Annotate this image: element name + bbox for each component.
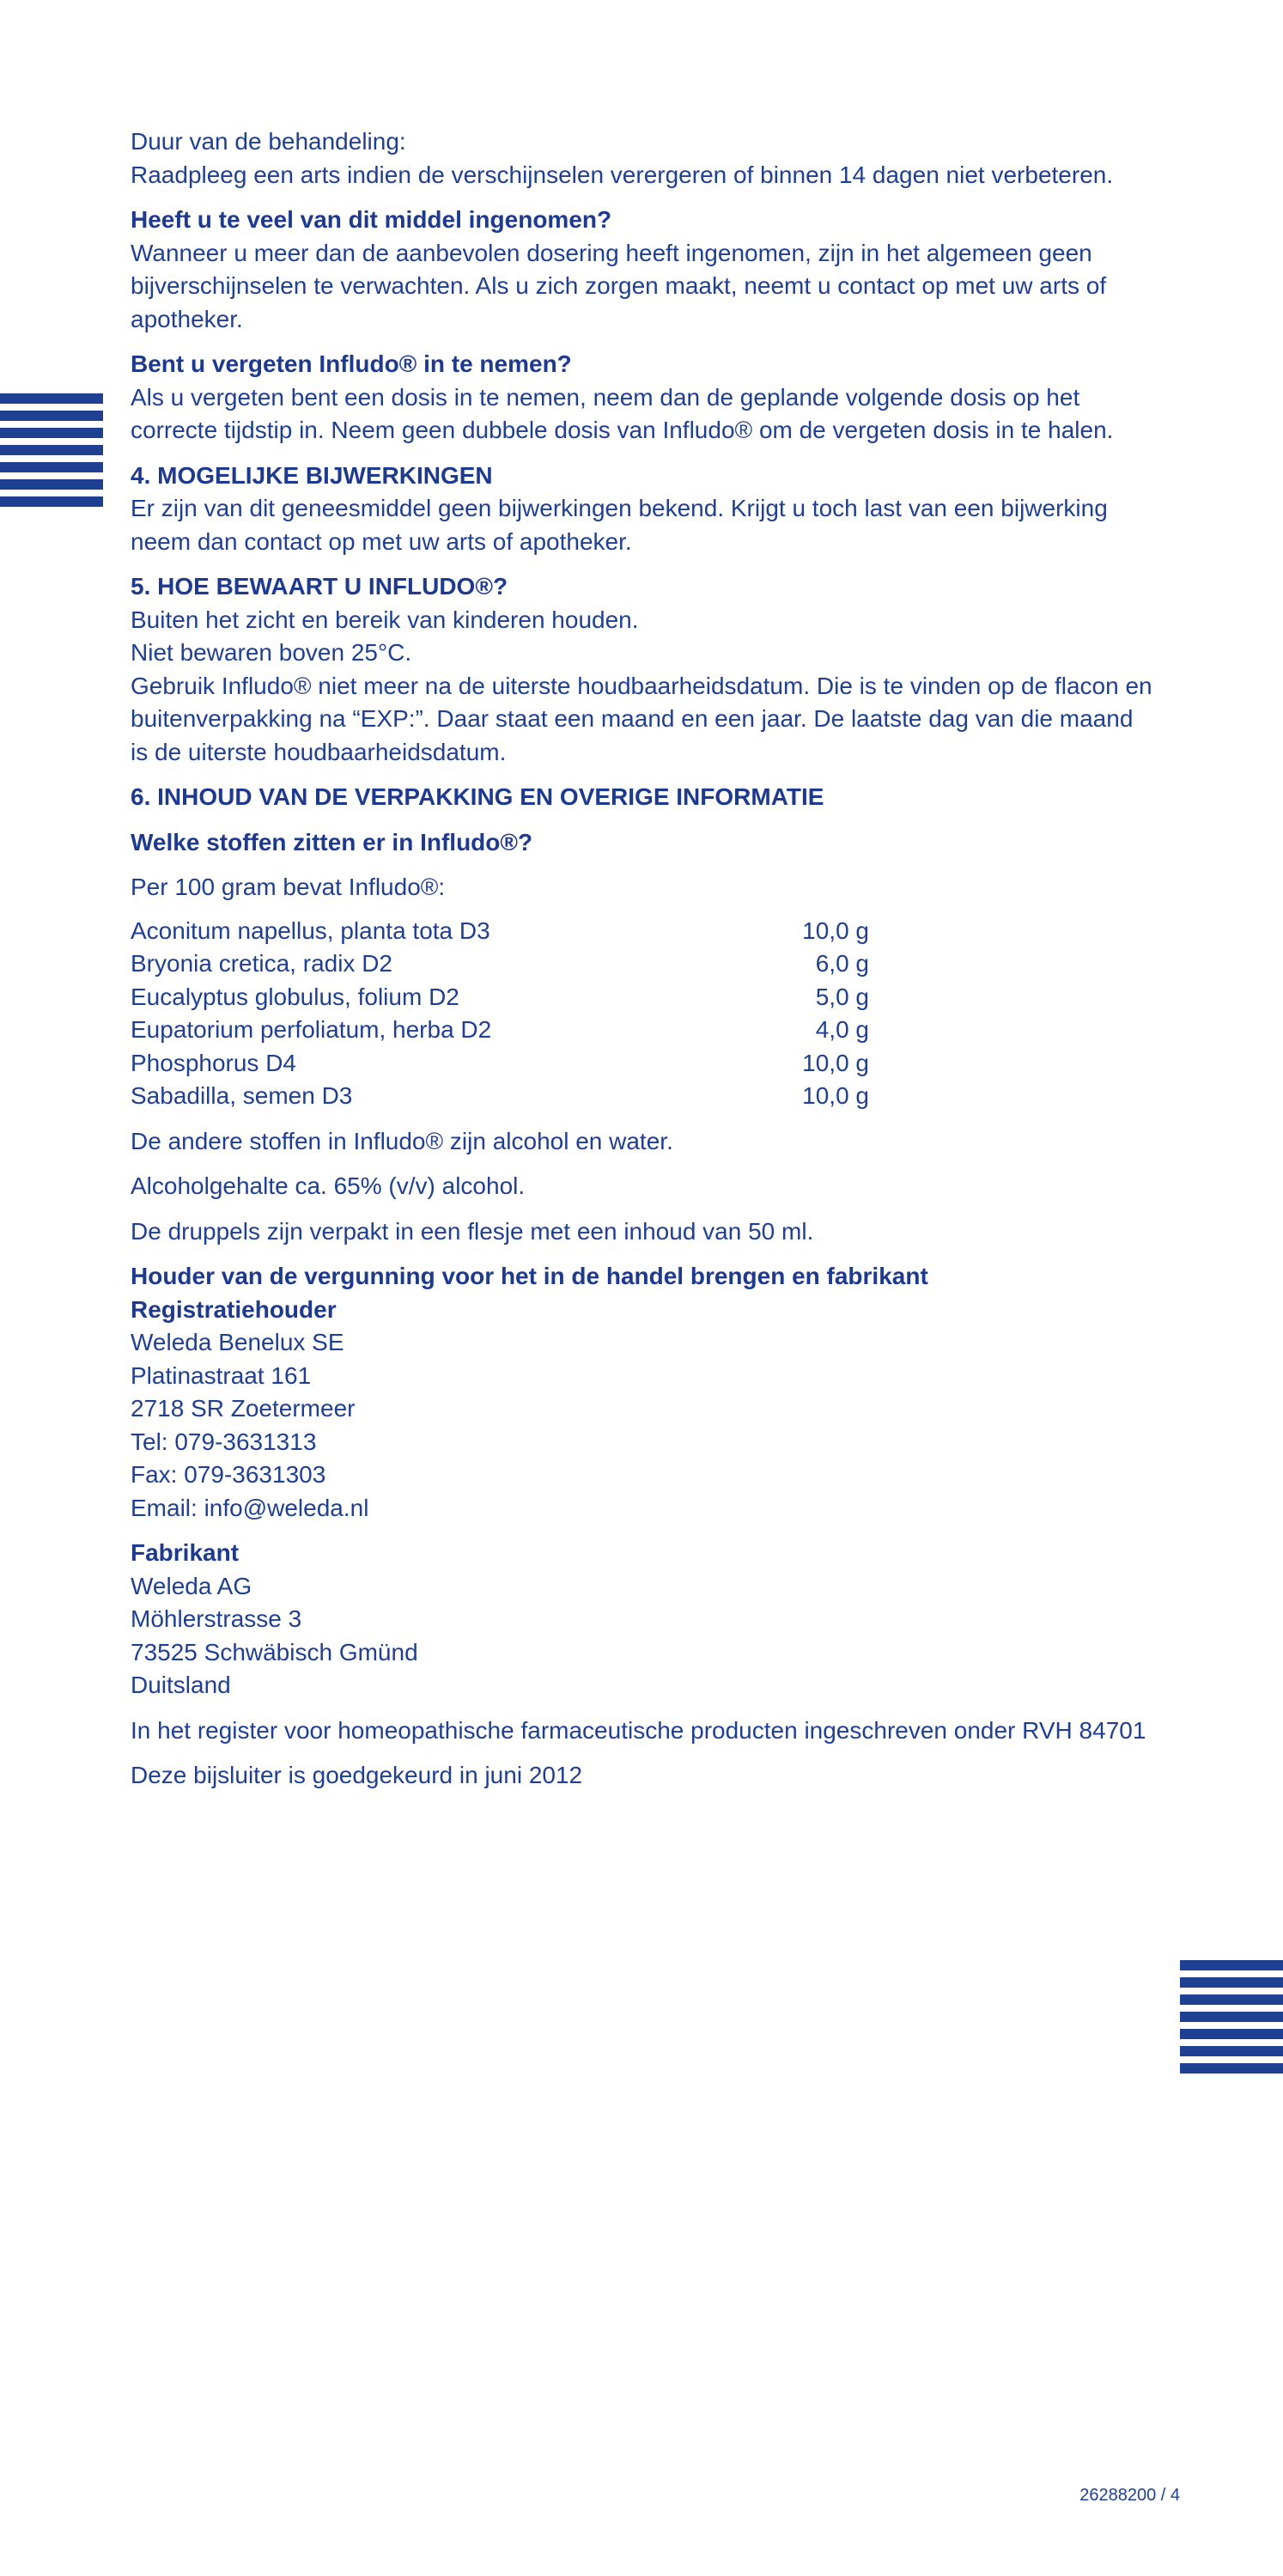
ingredients-table xyxy=(131,915,869,1113)
manufacturer-section xyxy=(131,1537,1154,1702)
ingredient-name: Aconitum napellus, planta tota D3 xyxy=(131,917,490,944)
ingredient-amount: 10,0 g xyxy=(802,917,869,944)
forgotten-heading: Bent u vergeten Infludo® in te nemen? xyxy=(131,350,572,377)
manufacturer-line: Möhlerstrasse 3 xyxy=(131,1605,302,1632)
other-ingredients: De andere stoffen in Infludo® zijn alcohol en water. xyxy=(131,1127,673,1154)
ingredient-name: Bryonia cretica, radix D2 xyxy=(131,950,393,977)
overdose-text: Wanneer u meer dan de aanbevolen dosering heeft ingenomen, zijn in het algemeen geen bijverschijnselen te verwachten. Als u zich zorgen maakt, neemt u contact op met uw arts of apotheker. xyxy=(131,239,1107,332)
manufacturer-line: 73525 Schwäbisch Gmünd xyxy=(131,1638,418,1666)
manufacturer-line: Weleda AG xyxy=(131,1572,252,1599)
storage-heading: 5. HOE BEWAART U INFLUDO®? xyxy=(131,573,508,600)
side-effects-text: Er zijn van dit geneesmiddel geen bijwerkingen bekend. Krijgt u toch last van een bijwerking neem dan contact op met uw arts of apotheker. xyxy=(131,495,1108,555)
ingredient-row xyxy=(131,1047,869,1081)
leaflet-content xyxy=(131,125,1154,1793)
ingredient-amount: 5,0 g xyxy=(815,983,869,1010)
duration-text: Raadpleeg een arts indien de verschijnselen verergeren of binnen 14 dagen niet verbeteren. xyxy=(131,161,1114,188)
holder-line: Fax: 079-3631303 xyxy=(131,1461,326,1488)
manufacturer-line: Duitsland xyxy=(131,1672,231,1698)
ingredient-name: Sabadilla, semen D3 xyxy=(131,1082,353,1109)
forgotten-text: Als u vergeten bent een dosis in te nemen, neem dan de geplande volgende dosis op het correcte tijdstip in. Neem geen dubbele dosis van Infludo® om de vergeten dosis in te halen. xyxy=(131,383,1114,443)
holder-heading: Houder van de vergunning voor het in de handel brengen en fabrikant xyxy=(131,1263,928,1289)
duration-section xyxy=(131,125,1154,192)
holder-line: Tel: 079-3631313 xyxy=(131,1428,317,1455)
alcohol-content: Alcoholgehalte ca. 65% (v/v) alcohol. xyxy=(131,1172,526,1199)
ingredient-amount: 6,0 g xyxy=(815,950,869,977)
register-text: In het register voor homeopathische farmaceutische producten ingeschreven onder RVH 84701 xyxy=(131,1716,1146,1744)
holder-email: Email: info@weleda.nl xyxy=(131,1494,369,1521)
side-effects-section xyxy=(131,460,1154,559)
storage-line: Niet bewaren boven 25°C. xyxy=(131,639,412,666)
contents-subheading: Welke stoffen zitten er in Infludo®? xyxy=(131,828,533,856)
packaging-info: De druppels zijn verpakt in een flesje met een inhoud van 50 ml. xyxy=(131,1217,814,1245)
storage-line: Buiten het zicht en bereik van kinderen houden. xyxy=(131,606,639,633)
overdose-heading: Heeft u te veel van dit middel ingenomen? xyxy=(131,206,612,233)
contents-intro: Per 100 gram bevat Infludo®: xyxy=(131,874,446,900)
storage-section xyxy=(131,570,1154,769)
ingredient-amount: 4,0 g xyxy=(815,1016,869,1043)
holder-section xyxy=(131,1260,1154,1525)
holder-subheading: Registratiehouder xyxy=(131,1295,337,1323)
contents-heading: 6. INHOUD VAN DE VERPAKKING EN OVERIGE INFORMATIE xyxy=(131,783,824,810)
ingredient-amount: 10,0 g xyxy=(802,1082,869,1109)
ingredient-row xyxy=(131,947,869,981)
manufacturer-heading: Fabrikant xyxy=(131,1539,240,1566)
contents-section xyxy=(131,781,1154,1248)
ingredient-name: Phosphorus D4 xyxy=(131,1049,297,1076)
side-effects-heading: 4. MOGELIJKE BIJWERKINGEN xyxy=(131,461,493,489)
forgotten-section xyxy=(131,348,1154,448)
storage-line: Gebruik Infludo® niet meer na de uiterste houdbaarheidsdatum. Die is te vinden op de flacon en buitenverpakking na “EXP:”. Daar staat een maand en een jaar. De laatste dag van die maand is de uiterste houdbaarheidsdatum. xyxy=(131,672,1152,765)
holder-line: Weleda Benelux SE xyxy=(131,1329,344,1355)
ingredient-row xyxy=(131,915,869,948)
right-stripe-decoration xyxy=(1180,1960,1283,2080)
duration-heading: Duur van de behandeling: xyxy=(131,128,406,155)
holder-line: Platinastraat 161 xyxy=(131,1361,312,1389)
holder-line: 2718 SR Zoetermeer xyxy=(131,1395,356,1422)
ingredient-amount: 10,0 g xyxy=(802,1049,869,1076)
ingredient-name: Eupatorium perfoliatum, herba D2 xyxy=(131,1016,492,1043)
approval-text: Deze bijsluiter is goedgekeurd in juni 2012 xyxy=(131,1762,583,1788)
document-number: 26288200 / 4 xyxy=(1079,2486,1180,2505)
ingredient-row xyxy=(131,1080,869,1113)
ingredient-row xyxy=(131,981,869,1014)
overdose-section xyxy=(131,204,1154,336)
ingredient-name: Eucalyptus globulus, folium D2 xyxy=(131,983,459,1010)
ingredient-row xyxy=(131,1014,869,1047)
left-stripe-decoration xyxy=(0,393,103,514)
